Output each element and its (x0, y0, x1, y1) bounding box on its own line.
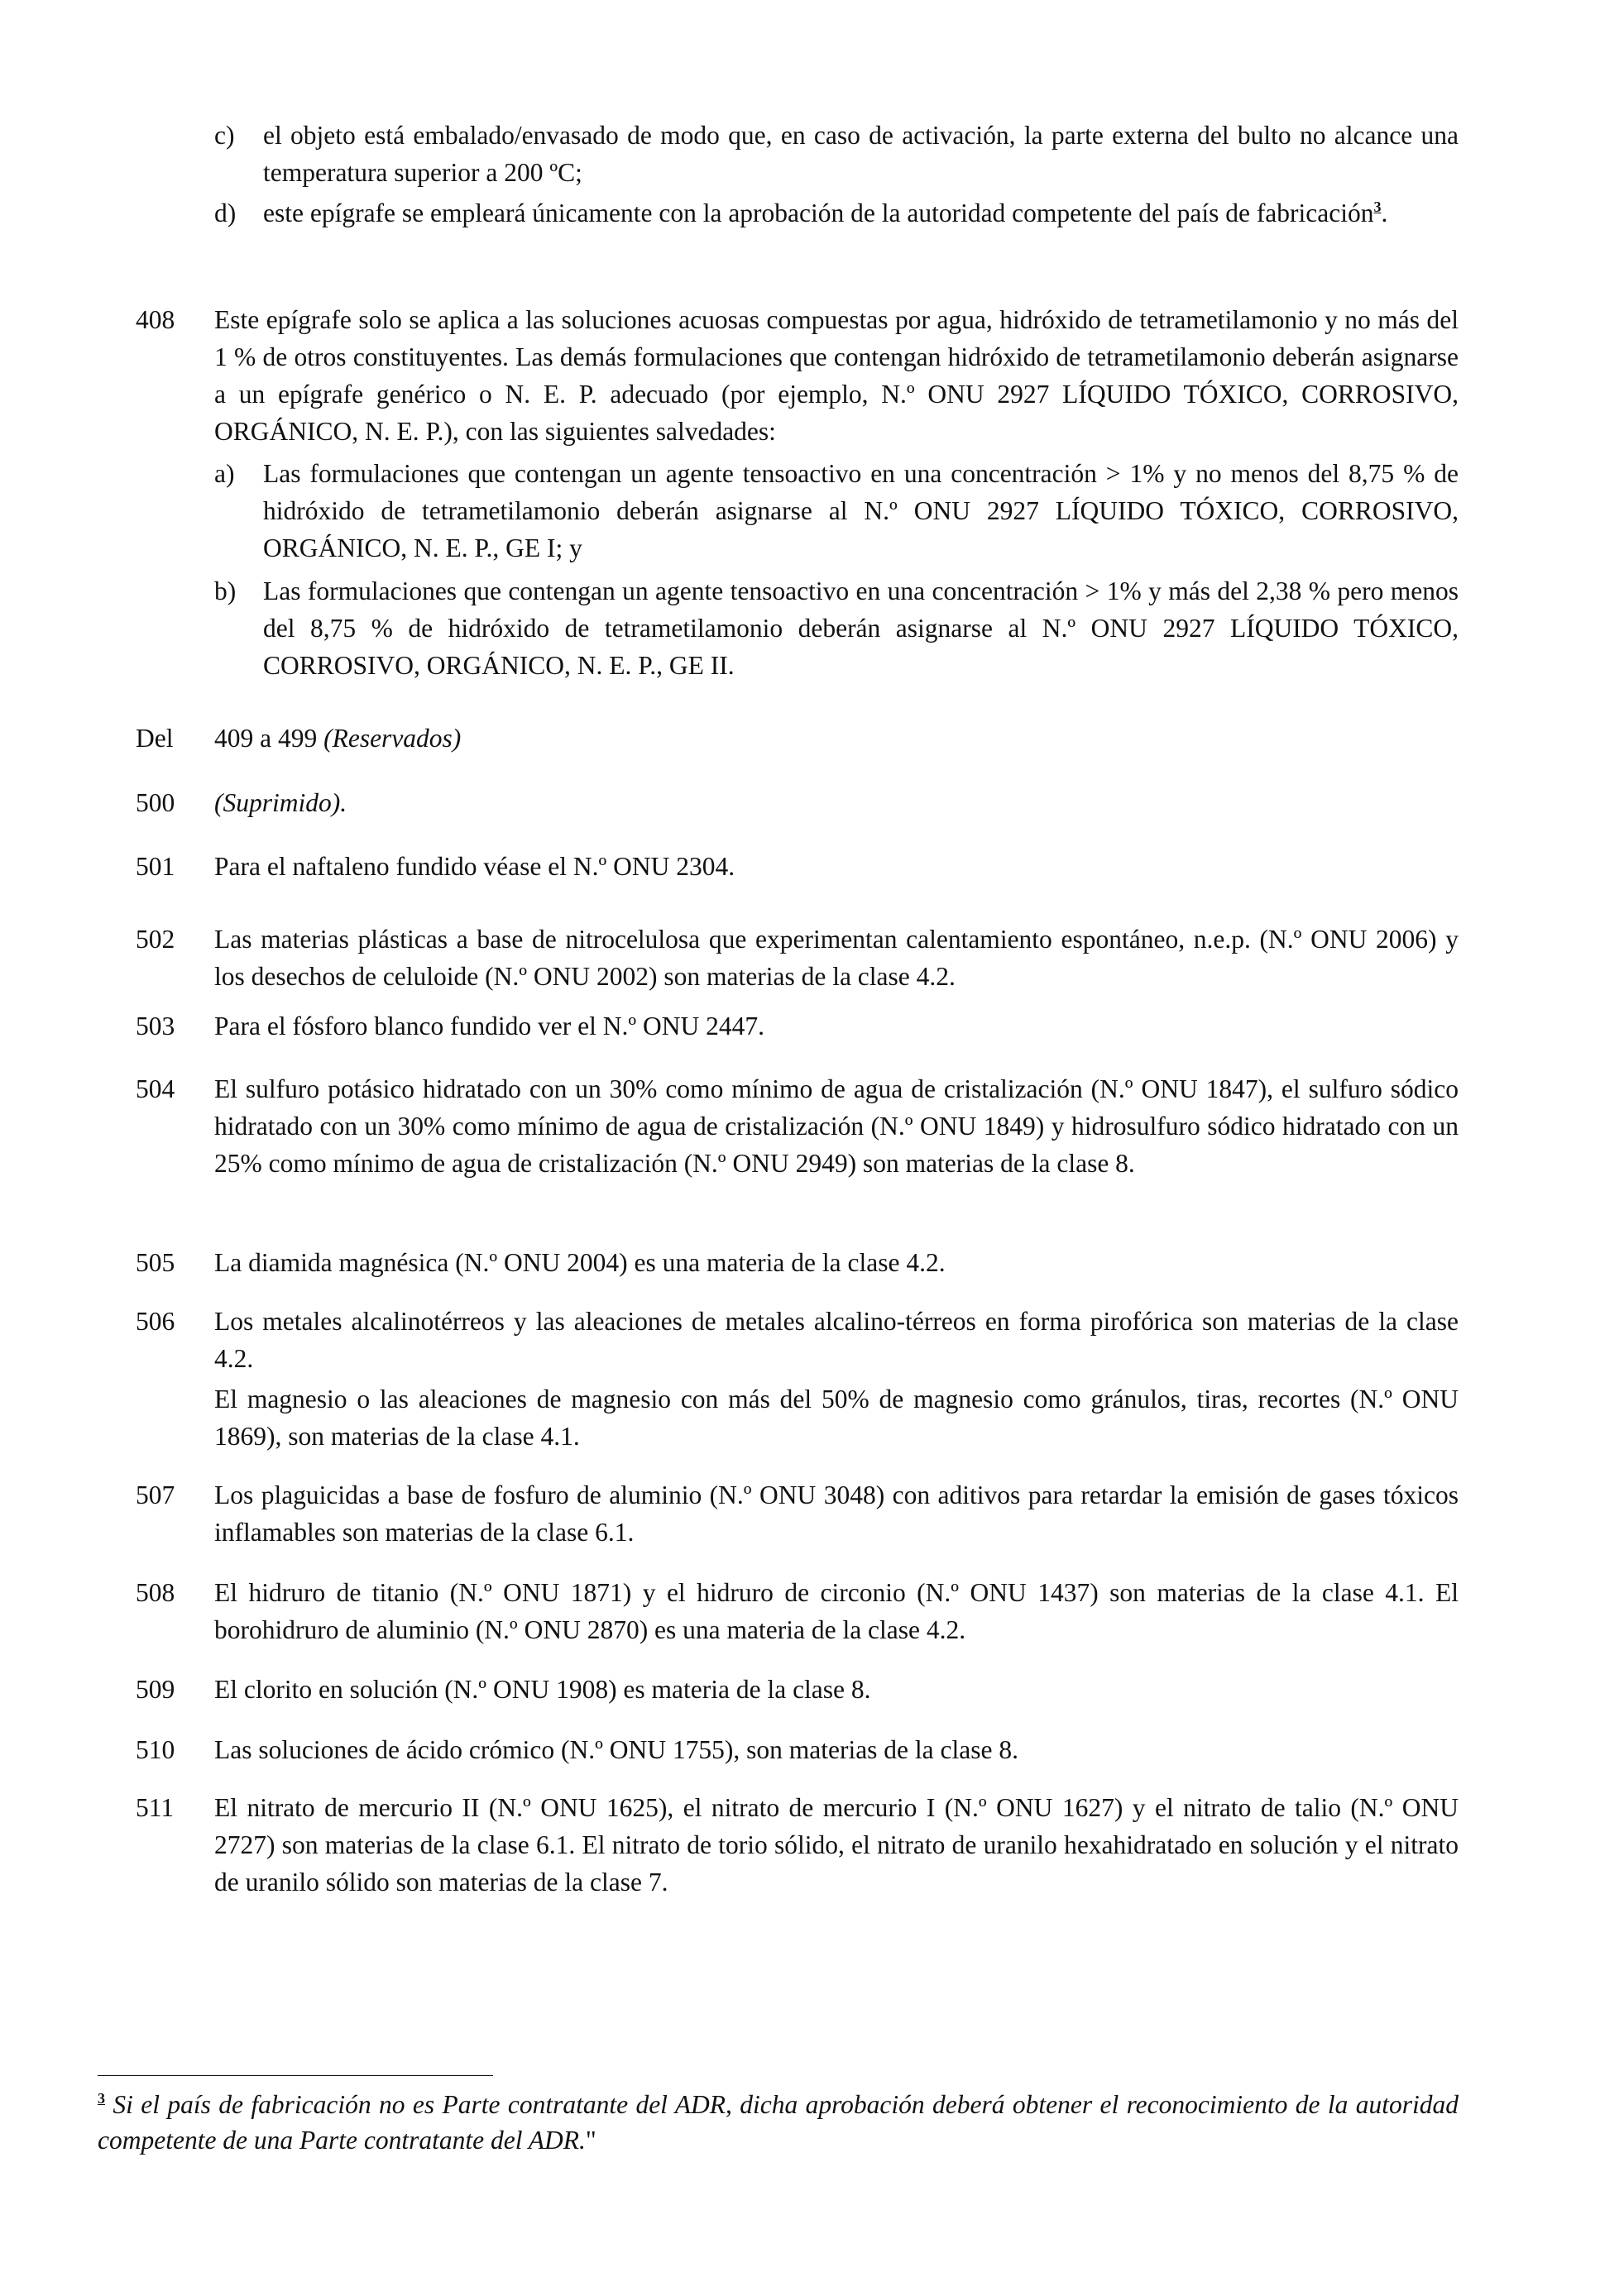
provision-text: Las materias plásticas a base de nitrocelulosa que experimentan calentamiento espontáneo, n.e.p. (N.º ONU 2006) y los desechos de celuloide (N.º ONU 2002) son materias de la clase 4.2. (214, 925, 1459, 991)
item-a-label: a) (214, 459, 235, 488)
item-c-label: c) (214, 121, 235, 150)
provision-number: 509 (136, 1675, 175, 1704)
item-d-text (263, 194, 1459, 232)
provision-number: 408 (136, 305, 175, 334)
provision-text: El clorito en solución (N.º ONU 1908) es materia de la clase 8. (214, 1675, 871, 1704)
provision-text: Los plaguicidas a base de fosfuro de aluminio (N.º ONU 3048) con aditivos para retardar la emisión de gases tóxicos inflamables son materias de la clase 6.1. (214, 1480, 1459, 1547)
item-a-text: Las formulaciones que contengan un agente tensoactivo en una concentración > 1% y no menos del 8,75 % de hidróxido de tetrametilamonio deberán asignarse al N.º ONU 2927 LÍQUIDO TÓXICO, CORROSIVO, ORGÁNICO, N. E. P., GE I; y (263, 459, 1459, 562)
provision-number: 502 (136, 925, 175, 954)
reserved-prefix: Del (136, 724, 174, 753)
provision-text: Para el naftaleno fundido véase el N.º ONU 2304. (214, 852, 735, 881)
provision-number: 510 (136, 1735, 175, 1764)
footnote (98, 2087, 1459, 2158)
provision-number: 508 (136, 1578, 175, 1607)
item-c-text: el objeto está embalado/envasado de modo que, en caso de activación, la parte externa del bulto no alcance una temperatura superior a 200 ºC; (263, 121, 1459, 187)
provision-number: 501 (136, 852, 175, 881)
reserved-note: (Reservados) (323, 724, 462, 753)
provision-text: Las soluciones de ácido crómico (N.º ONU 1755), son materias de la clase 8. (214, 1735, 1018, 1764)
footnote-reference[interactable]: 3 (1373, 199, 1382, 215)
provision-number: 504 (136, 1074, 175, 1103)
footnote-closing-quote: " (585, 2126, 596, 2155)
footnote-text: Si el país de fabricación no es Parte contratante del ADR, dicha aprobación deberá obtener el reconocimiento de la autoridad competente de una Parte contratante del ADR. (98, 2090, 1459, 2155)
item-d-tail: . (1381, 199, 1388, 227)
provision-text: El nitrato de mercurio II (N.º ONU 1625), el nitrato de mercurio I (N.º ONU 1627) y el nitrato de talio (N.º ONU 2727) son materias de la clase 6.1. El nitrato de torio sólido, el nitrato de uranilo hexahidratado en solución y el nitrato de uranilo sólido son materias de la clase 7. (214, 1793, 1459, 1897)
provision-number: 505 (136, 1248, 175, 1277)
item-d-label: d) (214, 199, 237, 227)
provision-text: El hidruro de titanio (N.º ONU 1871) y el hidruro de circonio (N.º ONU 1437) son materias de la clase 4.1. El borohidruro de aluminio (N.º ONU 2870) es una materia de la clase 4.2. (214, 1578, 1459, 1644)
item-d-body: este epígrafe se empleará únicamente con la aprobación de la autoridad competente del país de fabricación (263, 199, 1374, 227)
provision-text: El sulfuro potásico hidratado con un 30% como mínimo de agua de cristalización (N.º ONU 1847), el sulfuro sódico hidratado con un 30% como mínimo de agua de cristalización (N.º ONU 1849) y hidrosulfuro sódico hidratado con un 25% como mínimo de agua de cristalización (N.º ONU 2949) son materias de la clase 8. (214, 1074, 1459, 1178)
item-b-text: Las formulaciones que contengan un agente tensoactivo en una concentración > 1% y más del 2,38 % pero menos del 8,75 % de hidróxido de tetrametilamonio deberán asignarse al N.º ONU 2927 LÍQUIDO TÓXICO, CORROSIVO, ORGÁNICO, N. E. P., GE II. (263, 576, 1459, 680)
provision-text: Para el fósforo blanco fundido ver el N.º ONU 2447. (214, 1012, 764, 1040)
provision-number: 511 (136, 1793, 175, 1822)
provision-text: Los metales alcalinotérreos y las aleaciones de metales alcalino-térreos en forma pirofórica son materias de la clase 4.2. (214, 1307, 1459, 1373)
provision-text: El magnesio o las aleaciones de magnesio con más del 50% de magnesio como gránulos, tiras, recortes (N.º ONU 1869), son materias de la clase 4.1. (214, 1385, 1459, 1451)
provision-number: 503 (136, 1012, 175, 1040)
provision-text: Este epígrafe solo se aplica a las soluciones acuosas compuestas por agua, hidróxido de tetrametilamonio y no más del 1 % de otros constituyentes. Las demás formulaciones que contengan hidróxido de tetrametilamonio deberán asignarse a un epígrafe genérico o N. E. P. adecuado (por ejemplo, N.º ONU 2927 LÍQUIDO TÓXICO, CORROSIVO, ORGÁNICO, N. E. P.), con las siguientes salvedades: (214, 305, 1459, 446)
footnote-mark: 3 (98, 2090, 105, 2107)
provision-text: (Suprimido). (214, 788, 347, 817)
footnote-separator (98, 2075, 493, 2076)
reserved-range: 409 a 499 (214, 724, 324, 753)
provision-number: 500 (136, 788, 175, 817)
provision-number: 507 (136, 1480, 175, 1509)
reserved-text (214, 720, 1459, 757)
provision-number: 506 (136, 1307, 175, 1336)
provision-text: La diamida magnésica (N.º ONU 2004) es una materia de la clase 4.2. (214, 1248, 946, 1277)
item-b-label: b) (214, 576, 237, 605)
